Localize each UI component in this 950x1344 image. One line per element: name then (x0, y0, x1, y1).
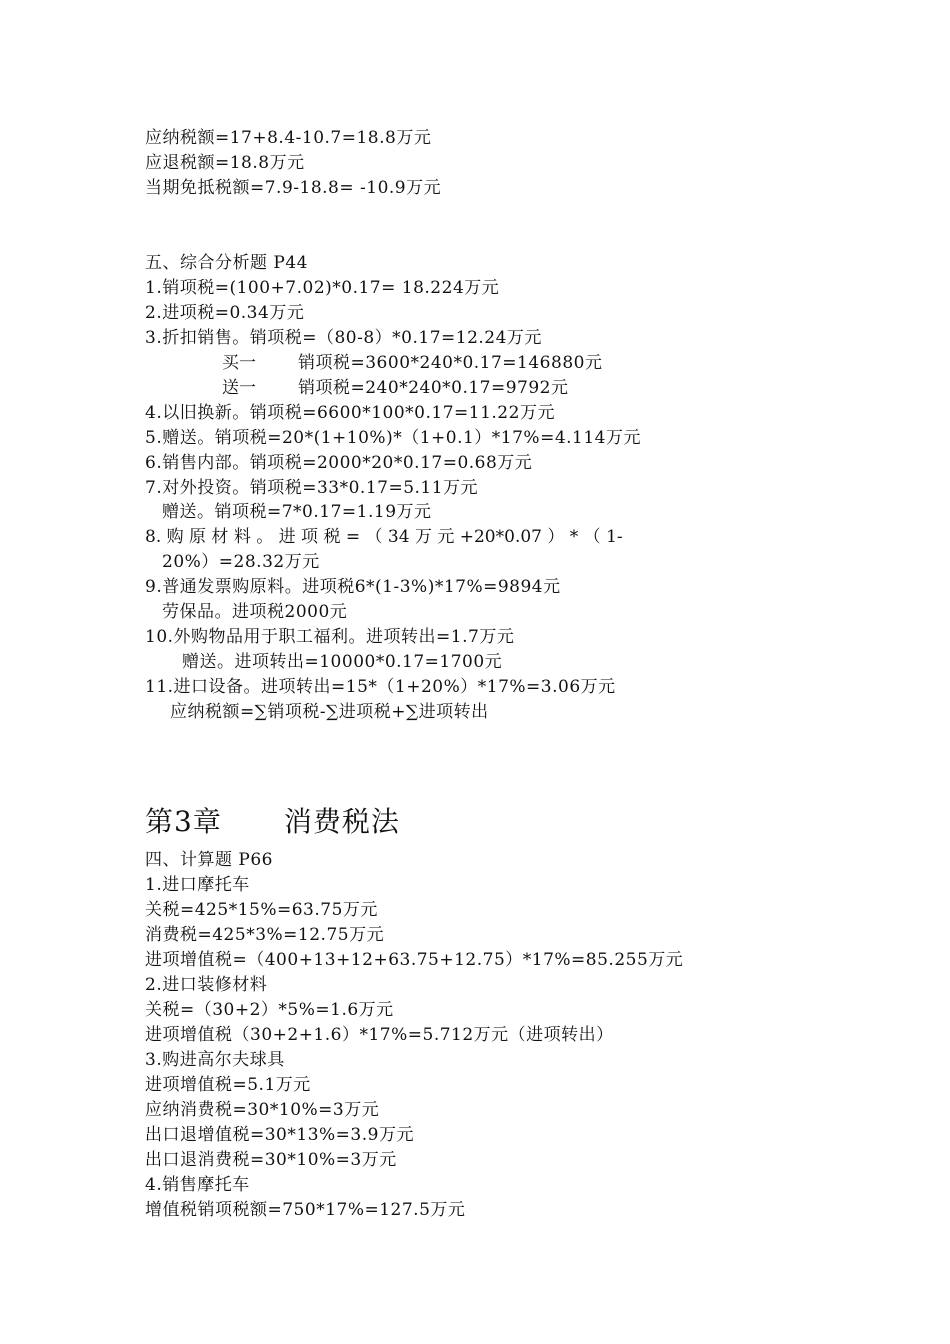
text-line: 9.普通发票购原料。进项税6*(1-3%)*17%=9894元 (145, 577, 561, 597)
text-line: 20%）=28.32万元 (162, 552, 320, 572)
text-line: 进项增值税=5.1万元 (145, 1075, 311, 1095)
text-line: 出口退增值税=30*13%=3.9万元 (145, 1125, 414, 1145)
chapter-title: 消费税法 (283, 805, 400, 838)
chapter-heading (145, 804, 400, 840)
text-line: 3.折扣销售。销项税=（80-8）*0.17=12.24万元 (145, 328, 542, 348)
sub-label: 送一 (222, 378, 256, 398)
section-heading: 五、综合分析题 P44 (145, 253, 308, 273)
text-line: 当期免抵税额=7.9-18.8= -10.9万元 (145, 178, 442, 198)
text-line: 出口退消费税=30*10%=3万元 (145, 1150, 397, 1170)
text-line: 11.进口设备。进项转出=15*（1+20%）*17%=3.06万元 (145, 677, 616, 697)
formula-line: 应纳税额=∑销项税-∑进项税+∑进项转出 (170, 702, 489, 722)
text-line: 消费税=425*3%=12.75万元 (145, 925, 385, 945)
sub-label: 买一 (222, 353, 256, 373)
text-line: 3.购进高尔夫球具 (145, 1050, 285, 1070)
text-line: 5.赠送。销项税=20*(1+10%)*（1+0.1）*17%=4.114万元 (145, 428, 641, 448)
text-line: 2.进口装修材料 (145, 975, 268, 995)
text-line: 应纳税额=17+8.4-10.7=18.8万元 (145, 128, 432, 148)
text-line: 1.进口摩托车 (145, 875, 250, 895)
text-line: 应纳消费税=30*10%=3万元 (145, 1100, 380, 1120)
text-line: 2.进项税=0.34万元 (145, 303, 305, 323)
text-line: 10.外购物品用于职工福利。进项转出=1.7万元 (145, 627, 515, 647)
chapter-number: 第3章 (145, 805, 222, 838)
text-line: 进项增值税（30+2+1.6）*17%=5.712万元（进项转出） (145, 1025, 614, 1045)
text-line: 劳保品。进项税2000元 (162, 602, 348, 622)
text-line: 进项增值税=（400+13+12+63.75+12.75）*17%=85.255万元 (145, 950, 684, 970)
text-line: 6.销售内部。销项税=2000*20*0.17=0.68万元 (145, 453, 533, 473)
text-line: 4.销售摩托车 (145, 1175, 250, 1195)
text-line: 7.对外投资。销项税=33*0.17=5.11万元 (145, 478, 479, 498)
text-line: 应退税额=18.8万元 (145, 153, 305, 173)
text-line: 赠送。销项税=7*0.17=1.19万元 (162, 502, 432, 522)
text-line: 1.销项税=(100+7.02)*0.17= 18.224万元 (145, 278, 500, 298)
text-line: 4.以旧换新。销项税=6600*100*0.17=11.22万元 (145, 403, 555, 423)
text-line: 赠送。进项转出=10000*0.17=1700元 (182, 652, 503, 672)
text-line: 8. 购 原 材 料 。 进 项 税 = （ 34 万 元 +20*0.07 ） * （ 1- (145, 527, 623, 547)
sub-text: 销项税=3600*240*0.17=146880元 (298, 353, 603, 373)
sub-text: 销项税=240*240*0.17=9792元 (298, 378, 569, 398)
text-line: 关税=425*15%=63.75万元 (145, 900, 378, 920)
text-line: 增值税销项税额=750*17%=127.5万元 (145, 1200, 466, 1220)
text-line: 关税=（30+2）*5%=1.6万元 (145, 1000, 394, 1020)
section-heading: 四、计算题 P66 (145, 850, 273, 870)
